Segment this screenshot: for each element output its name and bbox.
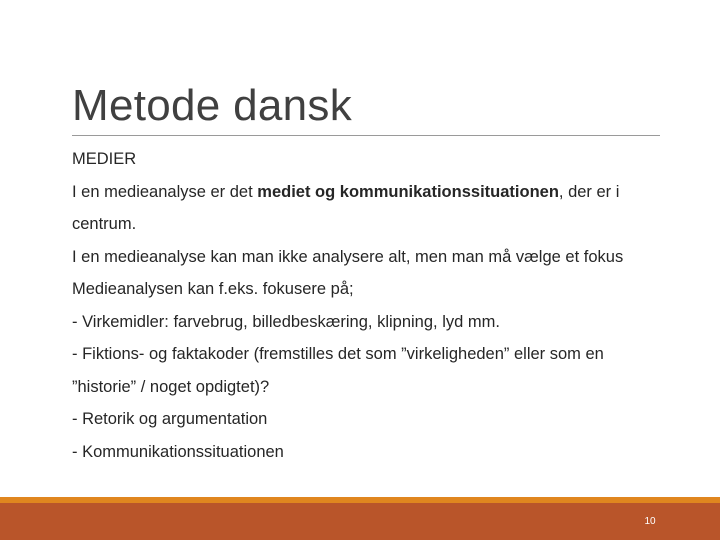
bullet-kommunikation: - Kommunikationssituationen xyxy=(72,442,284,461)
footer-bar xyxy=(0,503,720,540)
page-number: 10 xyxy=(644,516,656,527)
body-line-intro xyxy=(72,176,662,209)
bullet-virkemidler: - Virkemidler: farvebrug, billedbeskæring, klipning, lyd mm. xyxy=(72,312,500,331)
body-text: I en medieanalyse er det xyxy=(72,182,258,201)
body-text: , der er i xyxy=(558,182,620,201)
slide-body xyxy=(72,143,662,468)
body-line-centrum: centrum. xyxy=(72,215,137,233)
title-divider xyxy=(72,135,660,136)
bullet-fiktion-fakta-cont: ”historie” / noget opdigtet)? xyxy=(72,377,270,396)
body-line-fokus: I en medieanalyse kan man ikke analysere alt, men man må vælge et fokus xyxy=(72,247,624,266)
bullet-retorik: - Retorik og argumentation xyxy=(72,410,268,428)
bullet-fiktion-fakta: - Fiktions- og faktakoder (fremstilles det som ”virkeligheden” eller som en xyxy=(72,345,604,363)
body-line-medier: MEDIER xyxy=(72,150,137,168)
slide-title: Metode dansk xyxy=(72,81,352,130)
body-text-bold: mediet og kommunikationssituationen xyxy=(257,182,559,201)
body-line-fokusere: Medieanalysen kan f.eks. fokusere på; xyxy=(72,280,354,298)
